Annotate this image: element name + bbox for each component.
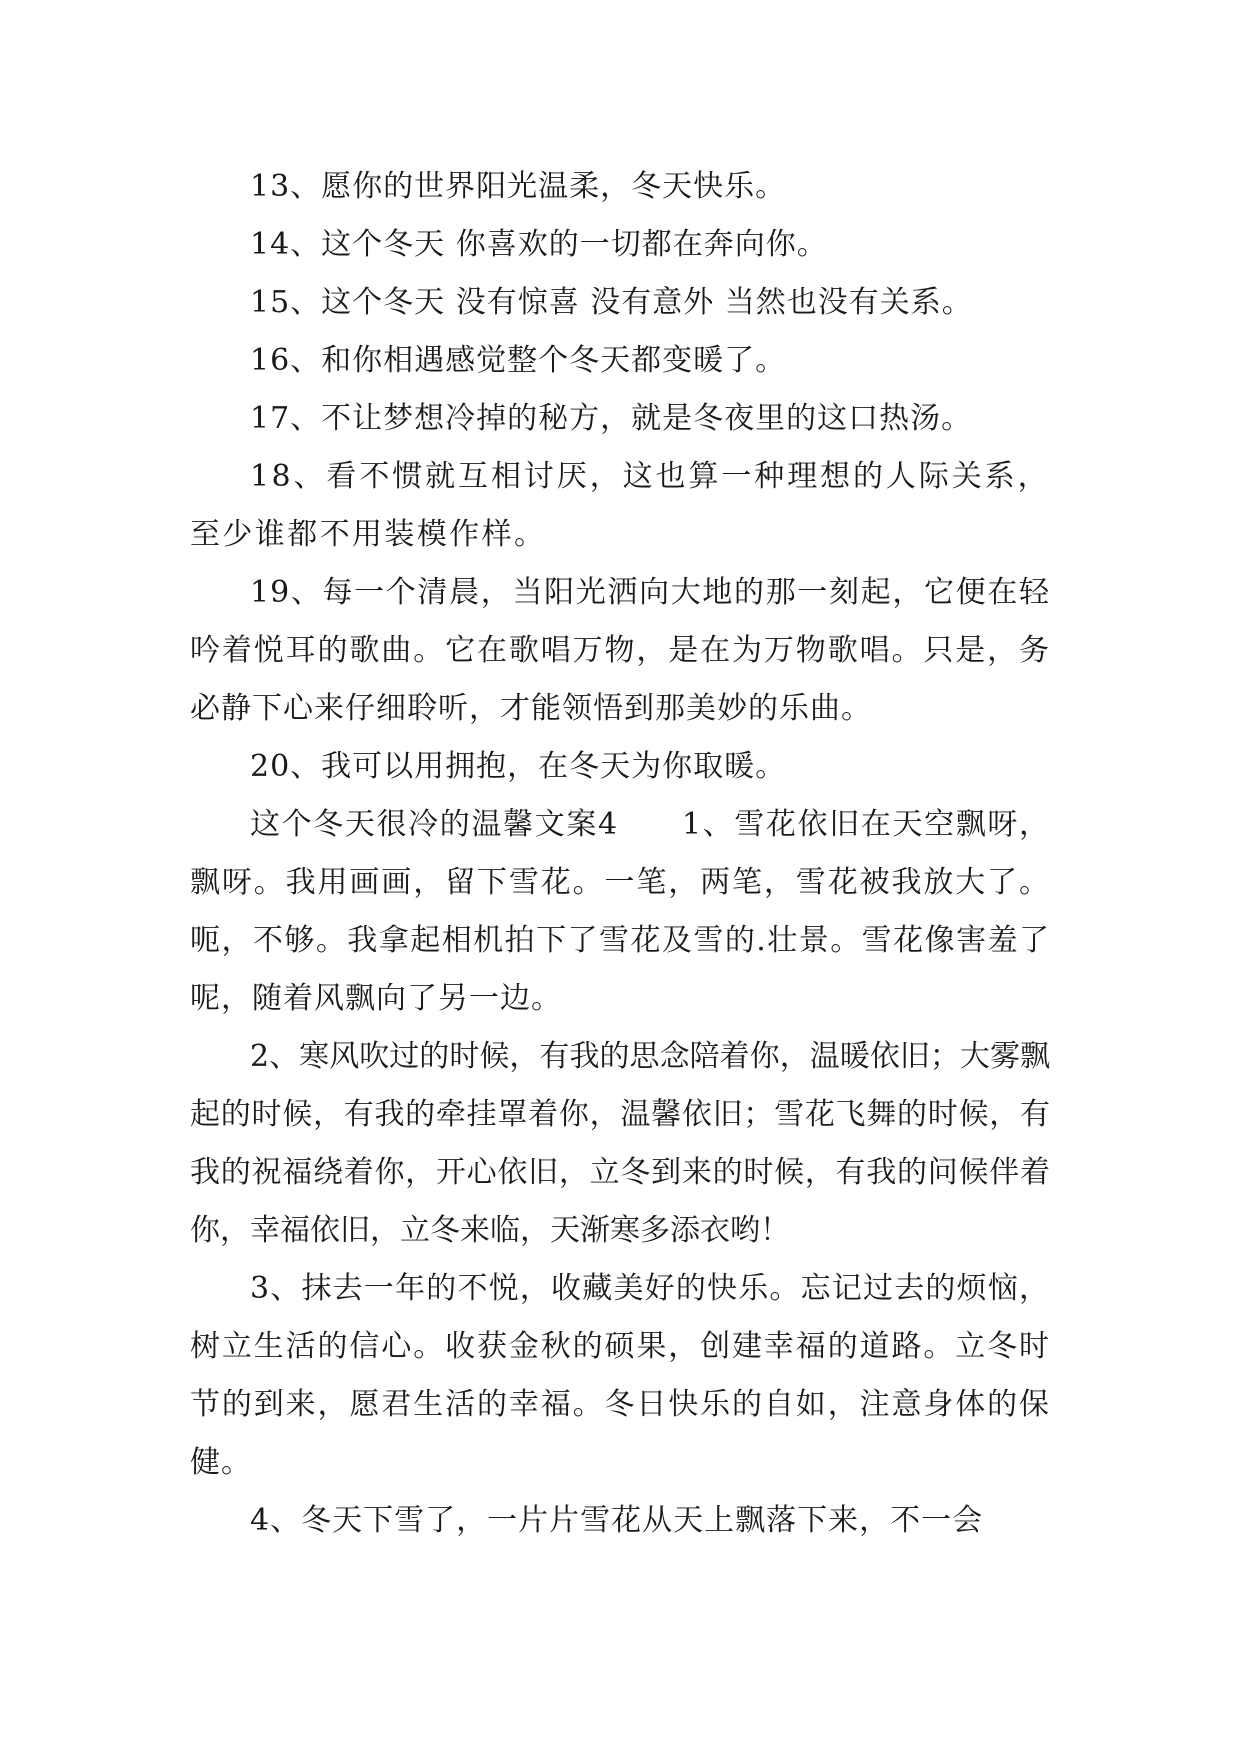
paragraph-17: 17、不让梦想冷掉的秘方，就是冬夜里的这口热汤。 (250, 401, 973, 436)
paragraph-14: 14、这个冬天 你喜欢的一切都在奔向你。 (250, 227, 828, 262)
paragraph-18: 18、看不惯就互相讨厌，这也算一种理想的人际关系，至少谁都不用装模作样。 (190, 459, 1050, 552)
paragraph-15: 15、这个冬天 没有惊喜 没有意外 当然也没有关系。 (250, 285, 973, 320)
paragraph-2: 2、寒风吹过的时候，有我的思念陪着你，温暖依旧；大雾飘起的时候，有我的牵挂罩着你，温馨依旧；雪花飞舞的时候，有我的祝福绕着你，开心依旧，立冬到来的时候，有我的问候伴着你，幸福依旧，立冬来临，天渐寒多添衣哟！ (190, 1039, 1050, 1248)
document-body (190, 158, 1050, 1550)
paragraph-16: 16、和你相遇感觉整个冬天都变暖了。 (250, 343, 787, 378)
paragraph-3: 3、抹去一年的不悦，收藏美好的快乐。忘记过去的烦恼，树立生活的信心。收获金秋的硕果，创建幸福的道路。立冬时节的到来，愿君生活的幸福。冬日快乐的自如，注意身体的保健。 (190, 1271, 1050, 1480)
paragraph-19: 19、每一个清晨，当阳光洒向大地的那一刻起，它便在轻吟着悦耳的歌曲。它在歌唱万物，是在为万物歌唱。只是，务必静下心来仔细聆听，才能领悟到那美妙的乐曲。 (190, 575, 1050, 726)
section-heading-paragraph: 这个冬天很冷的温馨文案4 1、雪花依旧在天空飘呀，飘呀。我用画画，留下雪花。一笔，两笔，雪花被我放大了。呃，不够。我拿起相机拍下了雪花及雪的.壮景。雪花像害羞了呢，随着风飘向了另一边。 (190, 807, 1050, 1016)
paragraph-13: 13、愿你的世界阳光温柔，冬天快乐。 (250, 169, 787, 204)
paragraph-4: 4、冬天下雪了，一片片雪花从天上飘落下来，不一会 (250, 1503, 984, 1538)
paragraph-20: 20、我可以用拥抱，在冬天为你取暖。 (250, 749, 787, 784)
